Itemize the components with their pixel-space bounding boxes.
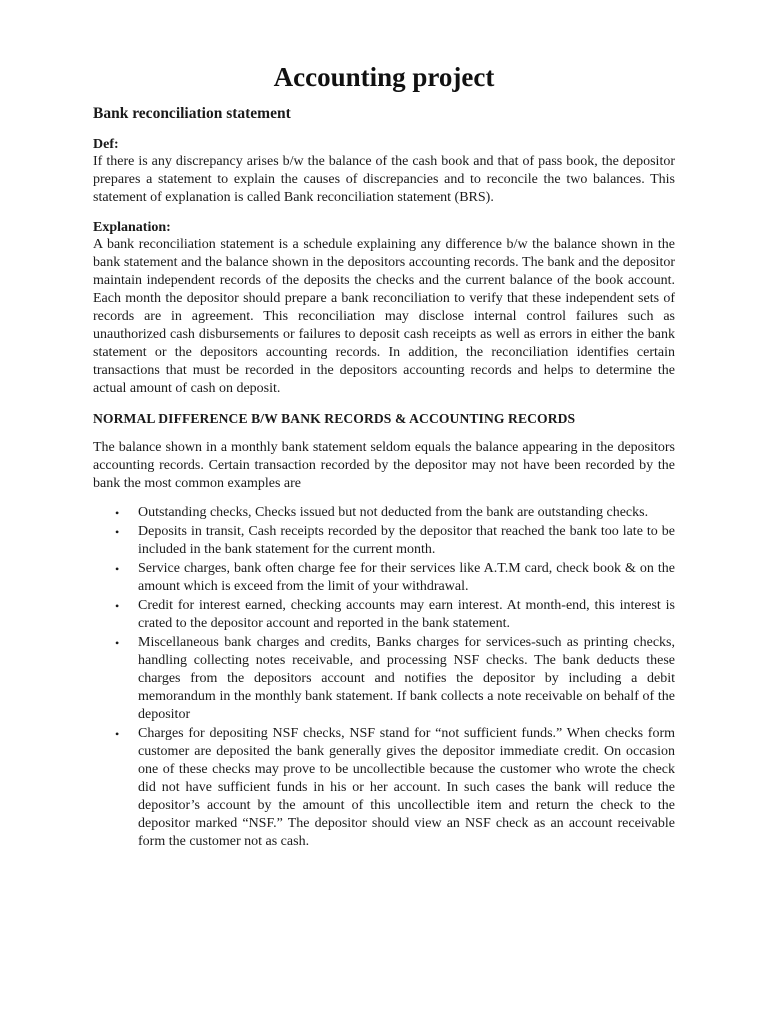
bullet-icon: • — [115, 506, 120, 520]
list-item — [93, 560, 675, 596]
differences-bullet-list — [93, 504, 675, 851]
list-item-text: Credit for interest earned, checking accounts may earn interest. At month-end, this interest is crated to the depositor account and reported in the bank statement. — [138, 598, 675, 631]
list-item-text: Service charges, bank often charge fee for their services like A.T.M card, check book & on the amount which is exceed from the limit of your withdrawal. — [138, 561, 675, 594]
definition-label: Def: — [93, 137, 119, 152]
bullet-icon: • — [115, 727, 120, 741]
definition-paragraph: If there is any discrepancy arises b/w the balance of the cash book and that of pass book, the depositor prepares a statement to explain the causes of discrepancies and to reconcile the two balances. This statement of explanation is called Bank reconciliation statement (BRS). — [93, 154, 675, 205]
explanation-paragraph: A bank reconciliation statement is a schedule explaining any difference b/w the balance shown in the bank statement and the balance shown in the depositors accounting records. The bank and the depositor maintain independent records of the deposits the checks and the current balance of the book account. Each month the depositor should prepare a bank reconciliation to verify that these independent sets of records are in agreement. This reconciliation may disclose internal control failures such as unauthorized cash disbursements or failures to deposit cash receipts as well as errors in either the bank statement or the depositors accounting records. In addition, the reconciliation identifies certain transactions that must be recorded in the depositors accounting records and helps to determine the actual amount of cash on deposit. — [93, 237, 675, 396]
bullet-icon: • — [115, 562, 120, 576]
list-item — [93, 634, 675, 724]
list-item — [93, 523, 675, 559]
list-item — [93, 597, 675, 633]
bullet-icon: • — [115, 599, 120, 613]
list-item-text: Miscellaneous bank charges and credits, Banks charges for services-such as printing checks, handling collecting notes receivable, and processing NSF checks. The bank deducts these charges from the depositors account and notifies the depositor by including a debit memorandum in the monthly bank statement. If bank collects a note receivable on behalf of the depositor — [138, 635, 675, 722]
list-item — [93, 725, 675, 851]
bullet-icon: • — [115, 525, 120, 539]
list-item-text: Deposits in transit, Cash receipts recorded by the depositor that reached the bank too late to be included in the bank statement for the current month. — [138, 524, 675, 557]
list-item-text: Outstanding checks, Checks issued but not deducted from the bank are outstanding checks. — [138, 505, 649, 520]
list-item — [93, 504, 675, 522]
differences-intro-paragraph: The balance shown in a monthly bank statement seldom equals the balance appearing in the depositors accounting records. Certain transaction recorded by the depositor may not have been recorded by the bank the most common examples are — [93, 440, 675, 491]
explanation-label: Explanation: — [93, 220, 171, 235]
section-title: Bank reconciliation statement — [93, 105, 291, 122]
bullet-icon: • — [115, 636, 120, 650]
differences-heading: NORMAL DIFFERENCE B/W BANK RECORDS & ACCOUNTING RECORDS — [93, 411, 576, 426]
document-title: Accounting project — [273, 62, 495, 92]
list-item-text: Charges for depositing NSF checks, NSF stand for “not sufficient funds.” When checks form customer are deposited the bank generally gives the depositor immediate credit. On occasion one of these checks may prove to be uncollectible because the customer who wrote the check did not have sufficient funds in his or her account. In such cases the bank will reduce the depositor’s account by the amount of this uncollectible item and return the check to the depositor marked “NSF.” The depositor should view an NSF check as an account receivable form the customer not as cash. — [138, 726, 675, 849]
